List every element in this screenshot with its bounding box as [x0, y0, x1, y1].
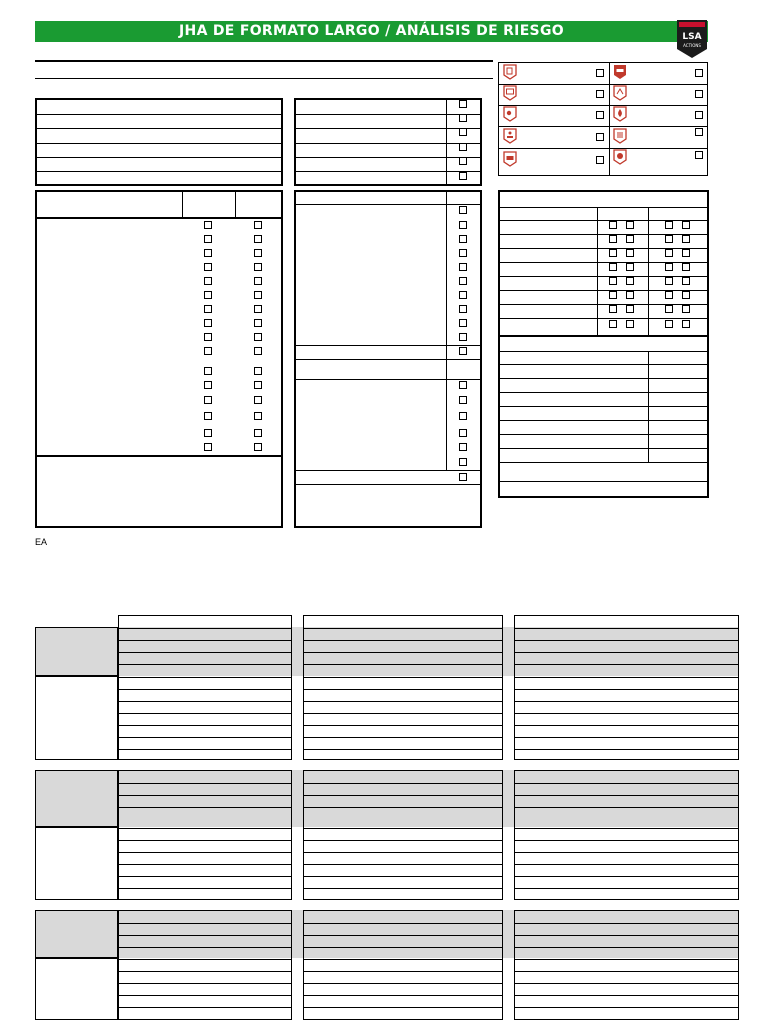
rating-checkbox[interactable] [682, 291, 690, 299]
hazard-yes-checkbox[interactable] [204, 333, 212, 341]
rating-checkbox[interactable] [626, 263, 634, 271]
control-checkbox[interactable] [459, 347, 467, 355]
header-line-top [35, 60, 493, 62]
hazard-yes-checkbox[interactable] [204, 235, 212, 243]
ppe-checkbox[interactable] [596, 69, 604, 77]
hazard-no-checkbox[interactable] [254, 291, 262, 299]
hazard-no-checkbox[interactable] [254, 429, 262, 437]
rating-checkbox[interactable] [665, 235, 673, 243]
rating-checkbox[interactable] [682, 235, 690, 243]
hazard-no-checkbox[interactable] [254, 319, 262, 327]
hazard-no-checkbox[interactable] [254, 412, 262, 420]
rating-checkbox[interactable] [665, 305, 673, 313]
controls-checklist [294, 190, 482, 528]
hazard-no-checkbox[interactable] [254, 235, 262, 243]
control-checkbox[interactable] [459, 263, 467, 271]
door-icon [503, 64, 517, 80]
control-checkbox[interactable] [459, 291, 467, 299]
rating-checkbox[interactable] [665, 320, 673, 328]
vehicle-icon [503, 151, 517, 167]
hazard-no-checkbox[interactable] [254, 367, 262, 375]
rating-checkbox[interactable] [609, 320, 617, 328]
rating-checkbox[interactable] [682, 221, 690, 229]
control-checkbox[interactable] [459, 396, 467, 404]
control-checkbox[interactable] [459, 319, 467, 327]
rating-checkbox[interactable] [626, 221, 634, 229]
rating-checkbox[interactable] [626, 291, 634, 299]
rating-checkbox[interactable] [665, 263, 673, 271]
step-block-2 [35, 770, 739, 900]
control-checkbox[interactable] [459, 412, 467, 420]
control-checkbox[interactable] [459, 249, 467, 257]
hazard-yes-checkbox[interactable] [204, 347, 212, 355]
control-checkbox[interactable] [459, 381, 467, 389]
hazard-yes-checkbox[interactable] [204, 305, 212, 313]
control-checkbox[interactable] [459, 458, 467, 466]
permit-checkbox[interactable] [459, 143, 467, 151]
hazard-no-checkbox[interactable] [254, 249, 262, 257]
hazard-no-checkbox[interactable] [254, 221, 262, 229]
control-checkbox[interactable] [459, 235, 467, 243]
rating-checkbox[interactable] [665, 221, 673, 229]
rating-checkbox[interactable] [609, 277, 617, 285]
rating-checkbox[interactable] [609, 249, 617, 257]
rating-checkbox[interactable] [665, 249, 673, 257]
hazard-yes-checkbox[interactable] [204, 381, 212, 389]
hazard-yes-checkbox[interactable] [204, 221, 212, 229]
control-checkbox[interactable] [459, 206, 467, 214]
hazard-no-checkbox[interactable] [254, 277, 262, 285]
permit-checkbox[interactable] [459, 114, 467, 122]
rating-checkbox[interactable] [682, 263, 690, 271]
logo-text: LSA [682, 32, 702, 42]
step-block-1 [35, 615, 739, 760]
hazard-yes-checkbox[interactable] [204, 249, 212, 257]
ppe-checkbox[interactable] [695, 90, 703, 98]
permit-checkbox[interactable] [459, 128, 467, 136]
hazard-yes-checkbox[interactable] [204, 277, 212, 285]
hazards-checklist [35, 190, 283, 528]
ppe-checkbox[interactable] [596, 90, 604, 98]
hazard-no-checkbox[interactable] [254, 305, 262, 313]
lsa-logo [676, 19, 708, 59]
hazard-no-checkbox[interactable] [254, 443, 262, 451]
hazard-no-checkbox[interactable] [254, 263, 262, 271]
ppe-checkbox[interactable] [695, 151, 703, 159]
control-checkbox[interactable] [459, 221, 467, 229]
hazard-yes-checkbox[interactable] [204, 429, 212, 437]
assessment-table [498, 190, 709, 498]
rating-checkbox[interactable] [626, 249, 634, 257]
rating-checkbox[interactable] [609, 305, 617, 313]
ppe-checkbox[interactable] [695, 128, 703, 136]
rating-checkbox[interactable] [609, 291, 617, 299]
fire-icon [613, 106, 627, 122]
logo-subtext: ACTIONS [683, 43, 701, 48]
control-checkbox[interactable] [459, 473, 467, 481]
step-block-3 [35, 910, 739, 1020]
hand-injury-icon [613, 85, 627, 101]
permit-checkbox[interactable] [459, 157, 467, 165]
hazard-yes-checkbox[interactable] [204, 263, 212, 271]
rating-checkbox[interactable] [682, 305, 690, 313]
rating-checkbox[interactable] [682, 249, 690, 257]
monitor-icon [503, 85, 517, 101]
control-checkbox[interactable] [459, 333, 467, 341]
hazard-yes-checkbox[interactable] [204, 367, 212, 375]
rating-checkbox[interactable] [609, 263, 617, 271]
ppe-checkbox[interactable] [596, 133, 604, 141]
control-checkbox[interactable] [459, 443, 467, 451]
hazard-no-checkbox[interactable] [254, 381, 262, 389]
rating-checkbox[interactable] [609, 221, 617, 229]
ppe-checkbox[interactable] [695, 69, 703, 77]
hazard-yes-checkbox[interactable] [204, 412, 212, 420]
permits-checklist [294, 98, 482, 186]
chemical-icon [613, 149, 627, 165]
ppe-checkbox[interactable] [695, 111, 703, 119]
rating-checkbox[interactable] [665, 291, 673, 299]
rating-checkbox[interactable] [626, 320, 634, 328]
hazard-no-checkbox[interactable] [254, 347, 262, 355]
hazard-yes-checkbox[interactable] [204, 443, 212, 451]
rating-checkbox[interactable] [682, 277, 690, 285]
rating-checkbox[interactable] [626, 277, 634, 285]
hazard-no-checkbox[interactable] [254, 333, 262, 341]
hazard-no-checkbox[interactable] [254, 396, 262, 404]
rating-checkbox[interactable] [626, 235, 634, 243]
rating-checkbox[interactable] [626, 305, 634, 313]
ppe-checkbox[interactable] [596, 156, 604, 164]
permit-checkbox[interactable] [459, 100, 467, 108]
hazard-yes-checkbox[interactable] [204, 291, 212, 299]
impact-icon [503, 106, 517, 122]
form-note: EA [35, 537, 48, 547]
machine-icon [613, 64, 627, 80]
job-info-table [35, 98, 283, 186]
control-checkbox[interactable] [459, 305, 467, 313]
control-checkbox[interactable] [459, 429, 467, 437]
rating-checkbox[interactable] [609, 235, 617, 243]
rating-checkbox[interactable] [665, 277, 673, 285]
worker-icon [503, 128, 517, 144]
form-title: JHA DE FORMATO LARGO / ANÁLISIS DE RIESGO [35, 21, 708, 42]
header-line-bottom [35, 78, 493, 79]
hazard-yes-checkbox[interactable] [204, 396, 212, 404]
permit-checkbox[interactable] [459, 172, 467, 180]
rating-checkbox[interactable] [682, 320, 690, 328]
control-checkbox[interactable] [459, 277, 467, 285]
ppe-checkbox[interactable] [596, 111, 604, 119]
hazard-yes-checkbox[interactable] [204, 319, 212, 327]
heat-icon [613, 128, 627, 144]
